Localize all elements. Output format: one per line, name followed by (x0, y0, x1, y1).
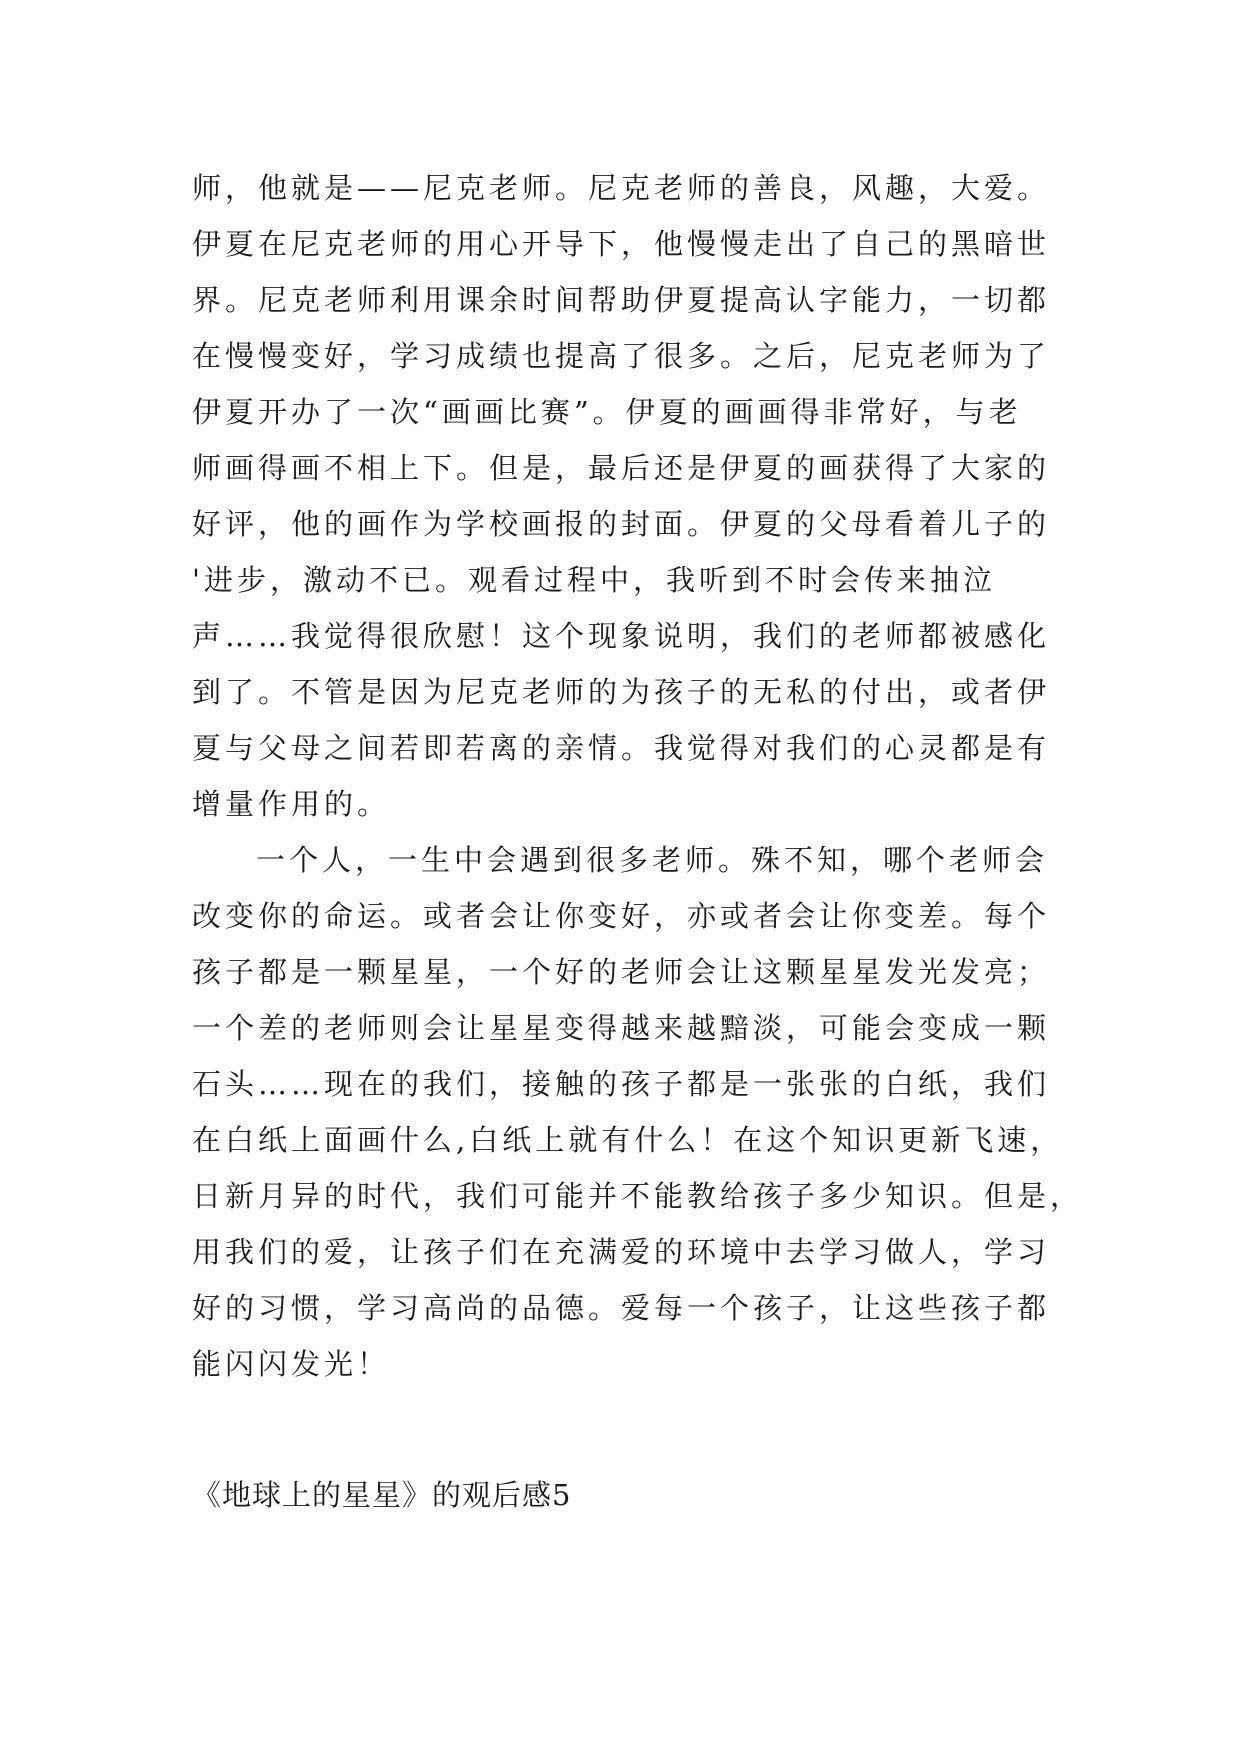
paragraph-line: 伊夏在尼克老师的用心开导下，他慢慢走出了自己的黑暗世 (192, 227, 1051, 261)
paragraph-line: 日新月异的时代，我们可能并不能教给孩子多少知识。但是， (192, 1179, 1084, 1213)
paragraph-line: 改变你的命运。或者会让你变好，亦或者会让你变差。每个 (192, 899, 1051, 933)
paragraph-line: 一个人，一生中会遇到很多老师。殊不知，哪个老师会 (256, 843, 1049, 877)
paragraph-line: 师，他就是——尼克老师。尼克老师的善良，风趣，大爱。 (192, 171, 1051, 205)
paragraph-line: 好评，他的画作为学校画报的封面。伊夏的父母看着儿子的 (192, 507, 1051, 541)
paragraph-line: 到了。不管是因为尼克老师的为孩子的无私的付出，或者伊 (192, 675, 1051, 709)
paragraph-line: 夏与父母之间若即若离的亲情。我觉得对我们的心灵都是有 (192, 731, 1051, 765)
document-body (192, 160, 1084, 1392)
paragraph-line: 能闪闪发光！ (192, 1347, 391, 1381)
paragraph-line: 孩子都是一颗星星，一个好的老师会让这颗星星发光发亮； (192, 955, 1051, 989)
paragraph-line: 伊夏开办了一次“画画比赛”。伊夏的画画得非常好，与老 (192, 395, 1022, 429)
paragraph-line: 声……我觉得很欣慰！这个现象说明，我们的老师都被感化 (192, 619, 1051, 653)
paragraph-line: 一个差的老师则会让星星变得越来越黯淡，可能会变成一颗 (192, 1011, 1051, 1045)
section-heading: 《地球上的星星》的观后感5 (192, 1478, 572, 1512)
paragraph-1 (192, 160, 1072, 832)
paragraph-line: 增量作用的。 (192, 787, 391, 821)
paragraph-line: 石头……现在的我们，接触的孩子都是一张张的白纸，我们 (192, 1067, 1051, 1101)
paragraph-line: 用我们的爱，让孩子们在充满爱的环境中去学习做人，学习 (192, 1235, 1051, 1269)
paragraph-line: 在慢慢变好，学习成绩也提高了很多。之后，尼克老师为了 (192, 339, 1051, 373)
paragraph-line: 在白纸上面画什么,白纸上就有什么！在这个知识更新飞速， (192, 1123, 1064, 1157)
paragraph-line: 好的习惯，学习高尚的品德。爱每一个孩子，让这些孩子都 (192, 1291, 1051, 1325)
paragraph-2 (192, 832, 1084, 1392)
paragraph-line: '进步，激动不已。观看过程中，我听到不时会传来抽泣 (192, 563, 996, 597)
paragraph-line: 界。尼克老师利用课余时间帮助伊夏提高认字能力，一切都 (192, 283, 1051, 317)
paragraph-line: 师画得画不相上下。但是，最后还是伊夏的画获得了大家的 (192, 451, 1051, 485)
